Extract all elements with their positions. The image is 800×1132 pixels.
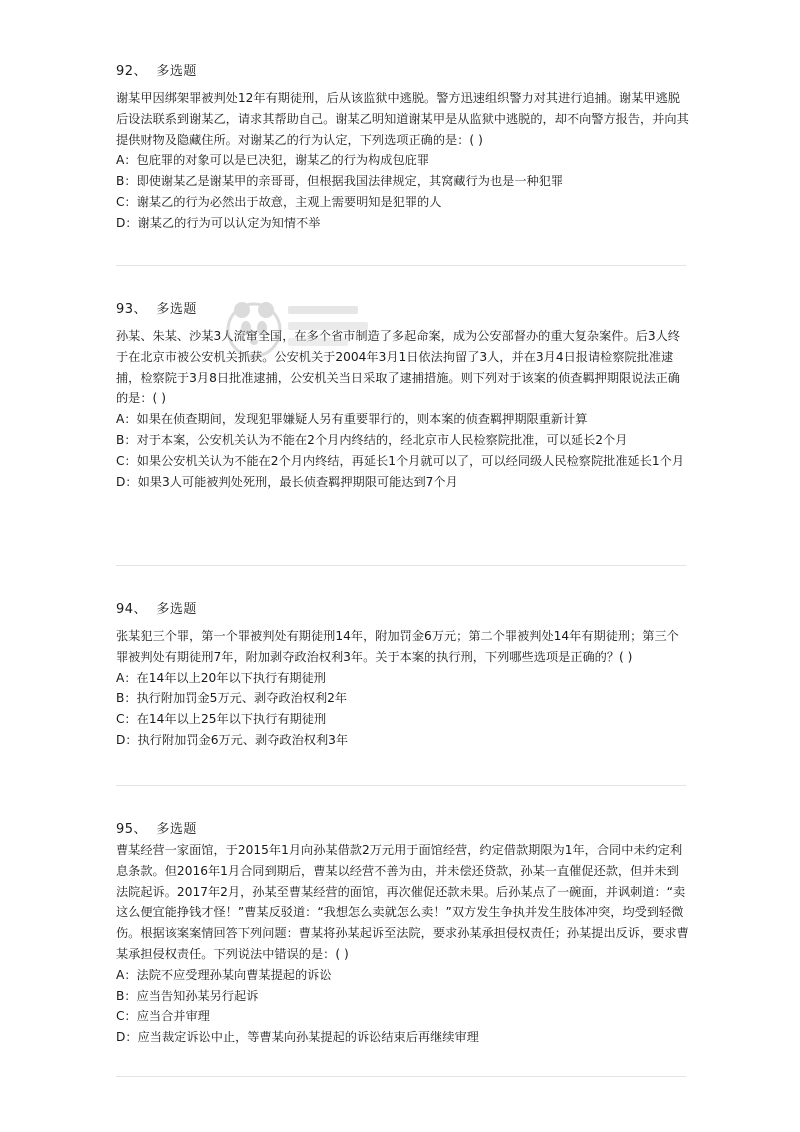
question-92 — [116, 62, 690, 234]
option-c — [116, 451, 690, 472]
question-number: 94 — [116, 602, 134, 617]
option-label: A： — [116, 967, 137, 982]
option-a — [116, 965, 690, 986]
option-label: C： — [116, 194, 137, 209]
option-d — [116, 213, 690, 234]
question-stem: 曹某经营一家面馆，于2015年1月向孙某借款2万元用于面馆经营，约定借款期限为1年，合同中未约定利息条款。但2016年1月合同到期后，曹某以经营不善为由，并未偿还贷款，孙某一直催促还款，但并未到法院起诉。2017年2月，孙某至曹某经营的面馆，再次催促还款未果。后孙某点了一碗面，并讽刺道：“卖这么便宜能挣钱才怪！”曹某反驳道：“我想怎么卖就怎么卖！”双方发生争执并发生肢体冲突，均受到轻微伤。根据该案案情回答下列问题：曹某将孙某起诉至法院，要求孙某承担侵权责任；孙某提出反诉，要求曹某承担侵权责任。下列说法中错误的是：( ) — [116, 843, 689, 961]
question-94 — [116, 600, 690, 751]
option-c — [116, 709, 690, 730]
option-a — [116, 409, 690, 430]
question-number: 92 — [116, 64, 134, 79]
option-text: 执行附加罚金6万元、剥夺政治权利3年 — [137, 732, 349, 747]
divider — [116, 565, 686, 566]
option-text: 应当合并审理 — [136, 1009, 210, 1024]
option-label: D： — [116, 1030, 138, 1045]
separator: 、 — [133, 822, 148, 837]
question-header — [116, 600, 690, 620]
separator: 、 — [133, 602, 148, 617]
option-text: 应当裁定诉讼中止，等曹某向孙某提起的诉讼结束后再继续审理 — [137, 1030, 479, 1045]
option-text: 在14年以上25年以下执行有期徒刑 — [136, 712, 327, 727]
question-number: 95 — [116, 822, 134, 837]
option-label: B： — [116, 432, 137, 447]
question-type: 多选题 — [156, 822, 197, 837]
panda-watermark-icon — [222, 288, 372, 378]
option-text: 执行附加罚金5万元、剥夺政治权利2年 — [136, 691, 348, 706]
option-c — [116, 1006, 690, 1027]
option-label: B： — [116, 174, 137, 189]
question-stem: 谢某甲因绑架罪被判处12年有期徒刑，后从该监狱中逃脱。警方迅速组织警力对其进行追捕。谢某甲逃脱后设法联系到谢某乙，请求其帮助自己。谢某乙明知道谢某甲是从监狱中逃脱的，却不向警方报告，并向其提供财物及隐藏住所。对谢某乙的行为认定，下列选项正确的是：( ) — [116, 91, 689, 147]
question-number: 93 — [116, 302, 134, 317]
question-95 — [116, 820, 690, 1048]
option-text: 包庇罪的对象可以是已决犯，谢某乙的行为构成包庇罪 — [136, 153, 430, 168]
option-d — [116, 472, 690, 493]
option-text: 对于本案，公安机关认为不能在2个月内终结的，经北京市人民检察院批准，可以延长2个月 — [136, 432, 628, 447]
option-label: C： — [116, 453, 137, 468]
option-c — [116, 192, 690, 213]
option-text: 即使谢某乙是谢某甲的亲哥哥，但根据我国法律规定，其窝藏行为也是一种犯罪 — [136, 174, 564, 189]
question-type: 多选题 — [156, 64, 197, 79]
option-label: D： — [116, 215, 138, 230]
question-header — [116, 820, 690, 840]
option-d — [116, 730, 690, 751]
question-header — [116, 62, 690, 82]
option-label: B： — [116, 691, 137, 706]
divider — [116, 785, 686, 786]
option-text: 应当告知孙某另行起诉 — [136, 988, 259, 1003]
option-label: D： — [116, 732, 138, 747]
separator: 、 — [133, 302, 148, 317]
option-text: 在14年以上20年以下执行有期徒刑 — [136, 670, 326, 685]
option-b — [116, 171, 690, 192]
option-text: 如果在侦查期间，发现犯罪嫌疑人另有重要罪行的，则本案的侦查羁押期限重新计算 — [136, 412, 588, 427]
option-label: C： — [116, 1009, 137, 1024]
option-text: 如果3人可能被判处死刑，最长侦查羁押期限可能达到7个月 — [137, 474, 458, 489]
question-stem: 张某犯三个罪，第一个罪被判处有期徒刑14年，附加罚金6万元；第二个罪被判处14年有期徒刑；第三个罪被判处有期徒刑7年，附加剥夺政治权利3年。关于本案的执行刑，下列哪些选项是正确的？( ) — [116, 629, 679, 664]
option-label: A： — [116, 153, 137, 168]
option-b — [116, 986, 690, 1007]
option-a — [116, 668, 690, 689]
option-text: 法院不应受理孙某向曹某提起的诉讼 — [136, 967, 332, 982]
option-label: B： — [116, 988, 137, 1003]
question-header — [116, 300, 690, 320]
option-b — [116, 688, 690, 709]
divider — [116, 1076, 686, 1077]
option-text: 谢某乙的行为必然出于故意，主观上需要明知是犯罪的人 — [136, 194, 442, 209]
option-label: A： — [116, 412, 137, 427]
question-type: 多选题 — [156, 602, 197, 617]
option-a — [116, 150, 690, 171]
option-text: 如果公安机关认为不能在2个月内终结，再延长1个月就可以了，可以经同级人民检察院批准延长1个月 — [136, 453, 685, 468]
divider — [116, 265, 686, 266]
separator: 、 — [133, 64, 148, 79]
option-b — [116, 430, 690, 451]
option-label: D： — [116, 474, 138, 489]
question-93 — [116, 300, 690, 492]
question-stem: 孙某、朱某、沙某3人流窜全国，在多个省市制造了多起命案，成为公安部督办的重大复杂案件。后3人终于在北京市被公安机关抓获。公安机关于2004年3月1日依法拘留了3人，并在3月4日报请检察院批准逮捕，检察院于3月8日批准逮捕，公安机关当日采取了逮捕措施。则下列对于该案的侦查羁押期限说法正确的是：( ) — [116, 329, 680, 406]
option-label: A： — [116, 670, 137, 685]
option-text: 谢某乙的行为可以认定为知情不举 — [137, 215, 321, 230]
option-d — [116, 1027, 690, 1048]
question-type: 多选题 — [156, 302, 197, 317]
option-label: C： — [116, 712, 137, 727]
